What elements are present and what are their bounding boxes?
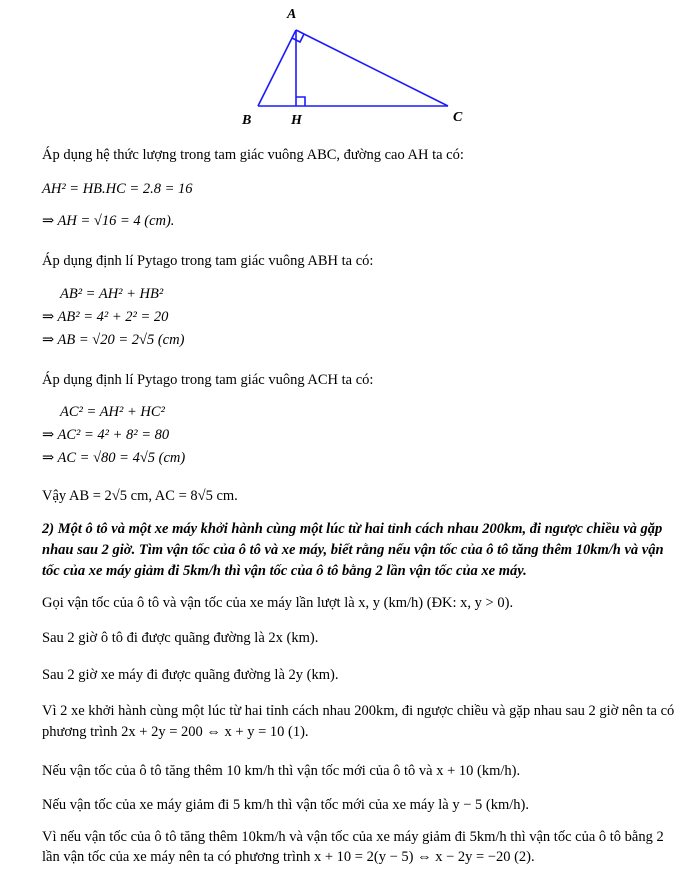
eq-ab-2: ⇒ AB² = 4² + 2² = 20 bbox=[42, 309, 169, 325]
eq-ab-3: ⇒ AB = √20 = 2√5 (cm) bbox=[42, 332, 185, 348]
label-b: B bbox=[242, 113, 252, 128]
eq-ab-1: AB² = AH² + HB² bbox=[60, 286, 164, 302]
solution-step-5: Nếu vận tốc của ô tô tăng thêm 10 km/h thì vận tốc mới của ô tô và x + 10 (km/h). bbox=[42, 763, 521, 779]
solution-step-2: Sau 2 giờ ô tô đi được quãng đường là 2x (km). bbox=[42, 630, 319, 646]
solution-step-4-line-1: Vì 2 xe khởi hành cùng một lúc từ hai tỉnh cách nhau 200km, đi ngược chiều và gặp nhau sau 2 giờ nên ta có bbox=[42, 703, 675, 719]
problem-line-2: nhau sau 2 giờ. Tìm vận tốc của ô tô và xe máy, biết rằng nếu vận tốc của ô tô tăng thêm 10km/h và vận bbox=[42, 542, 664, 558]
solution-step-3: Sau 2 giờ xe máy đi được quãng đường là 2y (km). bbox=[42, 667, 339, 683]
eq-ac-2: ⇒ AC² = 4² + 8² = 80 bbox=[42, 427, 170, 443]
solution-step-6: Nếu vận tốc của xe máy giảm đi 5 km/h thì vận tốc mới của xe máy là y − 5 (km/h). bbox=[42, 797, 529, 813]
intro-abh: Áp dụng định lí Pytago trong tam giác vuông ABH ta có: bbox=[42, 253, 374, 269]
label-h: H bbox=[291, 113, 302, 128]
solution-step-1: Gọi vận tốc của ô tô và vận tốc của xe máy lần lượt là x, y (km/h) (ĐK: x, y > 0). bbox=[42, 595, 514, 611]
intro-abc: Áp dụng hệ thức lượng trong tam giác vuông ABC, đường cao AH ta có: bbox=[42, 147, 464, 163]
right-angle-mark-h bbox=[296, 97, 305, 106]
label-a: A bbox=[287, 7, 297, 22]
side-ac bbox=[296, 30, 448, 106]
eq-ah-squared: AH² = HB.HC = 2.8 = 16 bbox=[42, 181, 193, 197]
eq-ac-3: ⇒ AC = √80 = 4√5 (cm) bbox=[42, 450, 186, 466]
side-ab bbox=[258, 30, 296, 106]
conclusion-part1: Vậy AB = 2√5 cm, AC = 8√5 cm. bbox=[42, 488, 238, 504]
triangle-figure bbox=[0, 0, 700, 135]
solution-step-4-line-2: phương trình 2x + 2y = 200 ⇔ x + y = 10 (1). bbox=[42, 724, 309, 740]
intro-ach: Áp dụng định lí Pytago trong tam giác vuông ACH ta có: bbox=[42, 372, 374, 388]
eq-ac-1: AC² = AH² + HC² bbox=[60, 404, 165, 420]
solution-step-7-line-2: lần vận tốc của xe máy nên ta có phương trình x + 10 = 2(y − 5) ⇔ x − 2y = −20 (2). bbox=[42, 849, 535, 865]
label-c: C bbox=[453, 110, 463, 125]
problem-line-3: tốc của xe máy giảm đi 5km/h thì vận tốc của ô tô bằng 2 lần vận tốc của xe máy. bbox=[42, 563, 527, 579]
eq-ah: ⇒ AH = √16 = 4 (cm). bbox=[42, 213, 175, 229]
problem-line-1: 2) Một ô tô và một xe máy khởi hành cùng một lúc từ hai tỉnh cách nhau 200km, đi ngược chiều và gặp bbox=[42, 521, 663, 537]
solution-step-7-line-1: Vì nếu vận tốc của ô tô tăng thêm 10km/h và vận tốc của xe máy giảm đi 5km/h thì vận tốc của ô tô bằng 2 bbox=[42, 829, 664, 845]
